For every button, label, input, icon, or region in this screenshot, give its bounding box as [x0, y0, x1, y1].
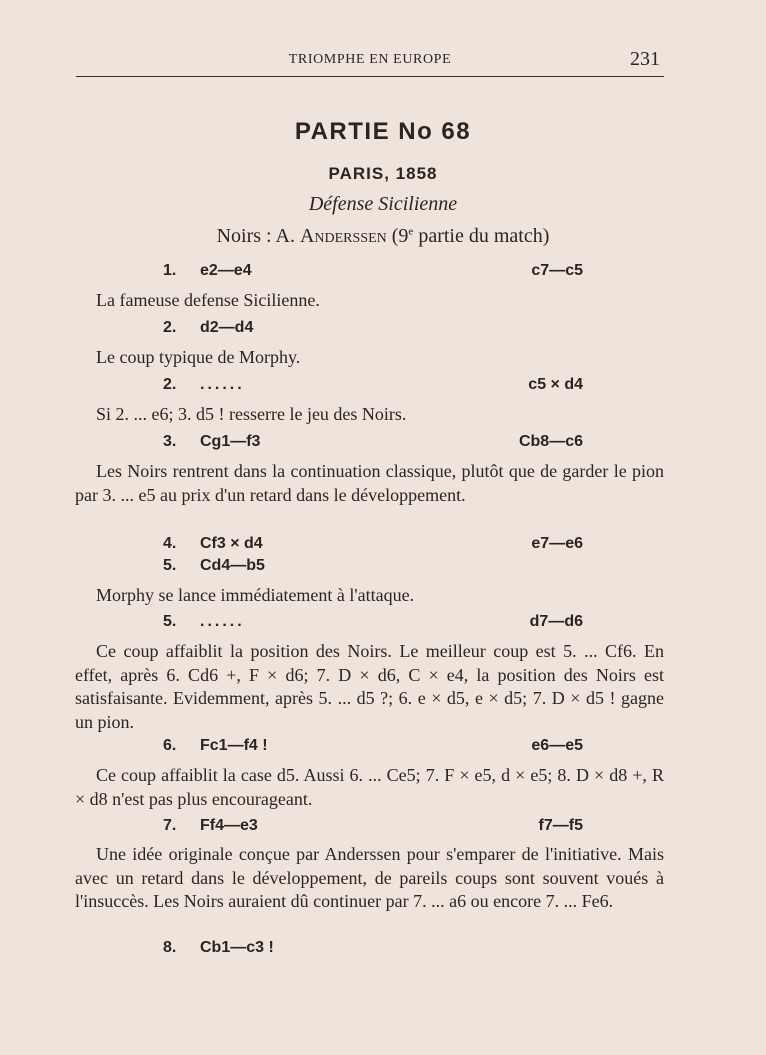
move-number: 4.: [163, 535, 177, 552]
game-title: PARTIE No 68: [294, 118, 472, 145]
move-number: 2.: [163, 376, 177, 393]
annotation: Ce coup affaiblit la case d5. Aussi 6. ... Ce5; 7. F × e5, d × e5; 8. D × d8 +, R × d8 n'est pas plus encourageant.: [75, 765, 664, 809]
move-number: 1.: [163, 262, 177, 279]
move-line: [163, 737, 583, 761]
move-line: [163, 557, 583, 581]
players-prefix: Noirs : A.: [216, 225, 300, 247]
running-title: TRIOMPHE EN EUROPE: [288, 52, 452, 67]
move-number: 6.: [163, 737, 177, 754]
black-move: e6—e5: [531, 737, 583, 754]
black-move: e7—e6: [531, 535, 583, 552]
move-number: 2.: [163, 319, 177, 336]
white-move: Fc1—f4 !: [200, 737, 268, 754]
annotation: La fameuse defense Sicilienne.: [96, 290, 320, 310]
game-place: PARIS, 1858: [328, 164, 438, 183]
black-move: Cb8—c6: [518, 433, 583, 450]
move-number: 7.: [163, 817, 177, 834]
white-move: Cf3 × d4: [200, 535, 263, 552]
players-game-rest: partie du match): [413, 225, 550, 247]
annotation: Les Noirs rentrent dans la continuation classique, plutôt que de garder le pion par 3. ... e5 au prix d'un retard dans le développement.: [75, 461, 664, 505]
annotation: Une idée originale conçue par Anderssen pour s'emparer de l'initiative. Mais avec un retard dans le développement, de pareils coups sont souvent voués à l'insuccès. Les Noirs auraient dû continuer par 7. ... a6 ou encore 7. ... Fe6.: [75, 844, 664, 911]
page-header: [76, 48, 664, 78]
opening-name: Défense Sicilienne: [308, 193, 458, 215]
white-move: ......: [200, 376, 245, 393]
annotation: Morphy se lance immédiatement à l'attaque.: [96, 585, 415, 605]
move-number: 5.: [163, 557, 177, 574]
move-line: [163, 262, 583, 286]
white-move: Cb1—c3 !: [200, 939, 274, 956]
move-number: 3.: [163, 433, 177, 450]
players-game-sup: e: [408, 225, 414, 238]
white-move: Cg1—f3: [200, 433, 261, 450]
move-line: [163, 535, 583, 559]
black-move: d7—d6: [529, 613, 583, 630]
annotation: Ce coup affaiblit la position des Noirs. Le meilleur coup est 5. ... Cf6. En effet, après 6. Cd6 +, F × d6; 7. D × d6, C × e4, la position des Noirs est satisfaisante. Evidemment, après 5. ... d5 ?; 6. e × d5, e × d5; 7. D × d5 ! gagne un pion.: [75, 641, 664, 732]
annotation: Le coup typique de Morphy.: [96, 347, 301, 367]
black-move: f7—f5: [538, 817, 583, 834]
move-line: [163, 376, 583, 400]
move-line: [163, 817, 583, 841]
white-move: Cd4—b5: [200, 557, 265, 574]
move-line: [163, 433, 583, 457]
move-line: [163, 319, 583, 343]
white-move: e2—e4: [200, 262, 252, 279]
move-number: 5.: [163, 613, 177, 630]
annotation: Si 2. ... e6; 3. d5 ! resserre le jeu des Noirs.: [96, 404, 407, 424]
move-number: 8.: [163, 939, 177, 956]
move-line: [163, 939, 583, 963]
page-number: 231: [630, 48, 660, 70]
white-move: Ff4—e3: [200, 817, 258, 834]
players-line: [0, 225, 766, 248]
black-move: c5 × d4: [528, 376, 583, 393]
players-game-open: (9: [386, 225, 409, 247]
move-line: [163, 613, 583, 637]
player-name: Anderssen: [299, 225, 387, 247]
white-move: ......: [200, 613, 245, 630]
header-rule: [76, 76, 664, 77]
black-move: c7—c5: [531, 262, 583, 279]
white-move: d2—d4: [200, 319, 254, 336]
